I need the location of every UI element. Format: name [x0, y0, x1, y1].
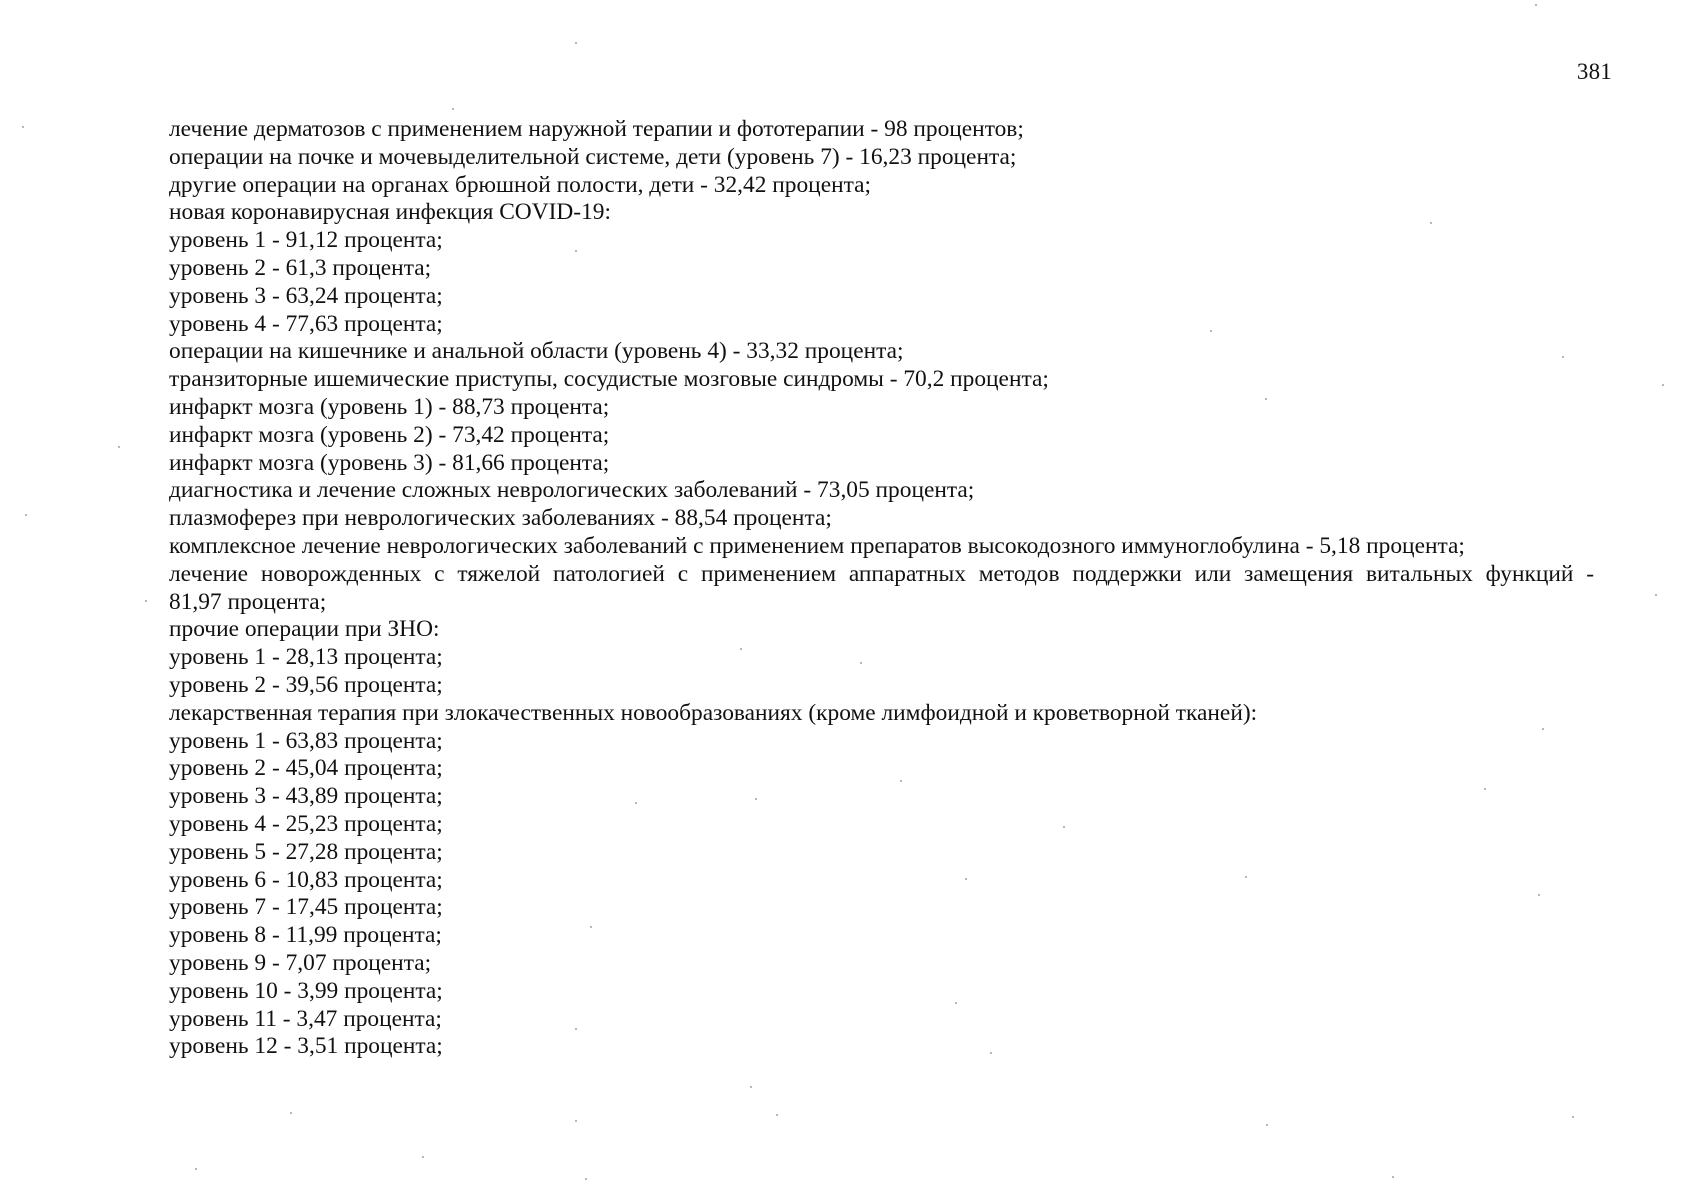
text-line: плазмоферез при неврологических заболеваниях - 88,54 процента;	[169, 505, 832, 532]
scan-speck	[860, 662, 862, 664]
scan-speck	[1430, 222, 1432, 224]
scan-speck	[1484, 788, 1486, 790]
section-heading: лекарственная терапия при злокачественных новообразованиях (кроме лимфоидной и кроветворной тканей):	[169, 699, 1258, 726]
scan-speck	[955, 1002, 957, 1004]
scan-speck	[1266, 1124, 1268, 1126]
text-line: операции на почке и мочевыделительной системе, дети (уровень 7) - 16,23 процента;	[169, 143, 1017, 170]
scan-speck	[25, 514, 27, 516]
scan-speck	[1572, 1116, 1574, 1118]
scan-speck	[422, 1156, 424, 1158]
scan-speck	[1655, 594, 1657, 596]
scan-speck	[635, 802, 637, 804]
scan-speck	[1063, 826, 1065, 828]
text-line: уровень 6 - 10,83 процента;	[169, 866, 443, 893]
text-line: уровень 2 - 61,3 процента;	[169, 254, 432, 281]
page-number: 381	[1576, 59, 1612, 84]
scan-speck	[1245, 876, 1247, 878]
text-line: уровень 4 - 77,63 процента;	[169, 310, 443, 337]
section-heading: новая коронавирусная инфекция COVID-19:	[169, 199, 611, 226]
scan-speck	[990, 1052, 992, 1054]
scan-speck	[145, 600, 147, 602]
document-body	[169, 116, 1594, 1061]
text-line: уровень 5 - 27,28 процента;	[169, 838, 443, 865]
scan-speck	[118, 446, 120, 448]
text-line: 81,97 процента;	[169, 588, 327, 615]
text-line: уровень 1 - 28,13 процента;	[169, 644, 443, 671]
scan-speck	[1535, 4, 1537, 6]
text-line: уровень 11 - 3,47 процента;	[169, 1005, 442, 1032]
scan-speck	[1662, 384, 1664, 386]
scan-speck	[1265, 398, 1267, 400]
scan-speck	[755, 798, 757, 800]
text-line: инфаркт мозга (уровень 3) - 81,66 процента;	[169, 449, 610, 476]
text-line: уровень 4 - 25,23 процента;	[169, 810, 443, 837]
scan-speck	[195, 1168, 197, 1170]
text-line: уровень 2 - 39,56 процента;	[169, 671, 443, 698]
scan-speck	[22, 126, 24, 128]
scan-speck	[452, 108, 454, 110]
scan-speck	[575, 1120, 577, 1122]
scan-speck	[1542, 728, 1544, 730]
text-line: уровень 1 - 91,12 процента;	[169, 227, 443, 254]
text-line: уровень 3 - 43,89 процента;	[169, 783, 443, 810]
text-line: инфаркт мозга (уровень 1) - 88,73 процента;	[169, 393, 610, 420]
text-line: уровень 8 - 11,99 процента;	[169, 922, 442, 949]
scan-speck	[740, 648, 742, 650]
text-line: уровень 7 - 17,45 процента;	[169, 894, 443, 921]
scan-speck	[585, 1178, 587, 1180]
text-line: диагностика и лечение сложных неврологических заболеваний - 73,05 процента;	[169, 477, 975, 504]
scan-speck	[1562, 356, 1564, 358]
text-line: транзиторные ишемические приступы, сосудистые мозговые синдромы - 70,2 процента;	[169, 366, 1049, 393]
scan-speck	[1210, 330, 1212, 332]
text-line: лечение дерматозов с применением наружной терапии и фототерапии - 98 процентов;	[169, 116, 1024, 142]
text-line: уровень 12 - 3,51 процента;	[169, 1033, 443, 1060]
text-line: другие операции на органах брюшной полости, дети - 32,42 процента;	[169, 171, 871, 198]
scan-speck	[575, 250, 577, 252]
text-line: уровень 1 - 63,83 процента;	[169, 727, 443, 754]
scan-speck	[290, 1112, 292, 1114]
text-line: уровень 9 - 7,07 процента;	[169, 949, 432, 976]
scan-speck	[776, 1114, 778, 1116]
text-line: уровень 10 - 3,99 процента;	[169, 977, 443, 1004]
text-line: уровень 2 - 45,04 процента;	[169, 755, 443, 782]
scan-speck	[750, 1086, 752, 1088]
scan-speck	[900, 780, 902, 782]
text-line: инфаркт мозга (уровень 2) - 73,42 процента;	[169, 421, 610, 448]
scan-speck	[1392, 1176, 1394, 1178]
scan-speck	[575, 1028, 577, 1030]
section-heading: прочие операции при ЗНО:	[169, 616, 440, 643]
scan-speck	[965, 878, 967, 880]
scan-speck	[1538, 894, 1540, 896]
scan-speck	[575, 42, 577, 44]
text-line: операции на кишечнике и анальной области (уровень 4) - 33,32 процента;	[169, 338, 904, 365]
scan-speck	[590, 926, 592, 928]
text-line-justified: лечение новорожденных с тяжелой патологией с применением аппаратных методов поддержки или замещения витальных функций -	[169, 560, 1594, 587]
text-line: комплексное лечение неврологических заболеваний с применением препаратов высокодозного иммуноглобулина - 5,18 процента;	[169, 532, 1465, 559]
text-line: уровень 3 - 63,24 процента;	[169, 282, 443, 309]
